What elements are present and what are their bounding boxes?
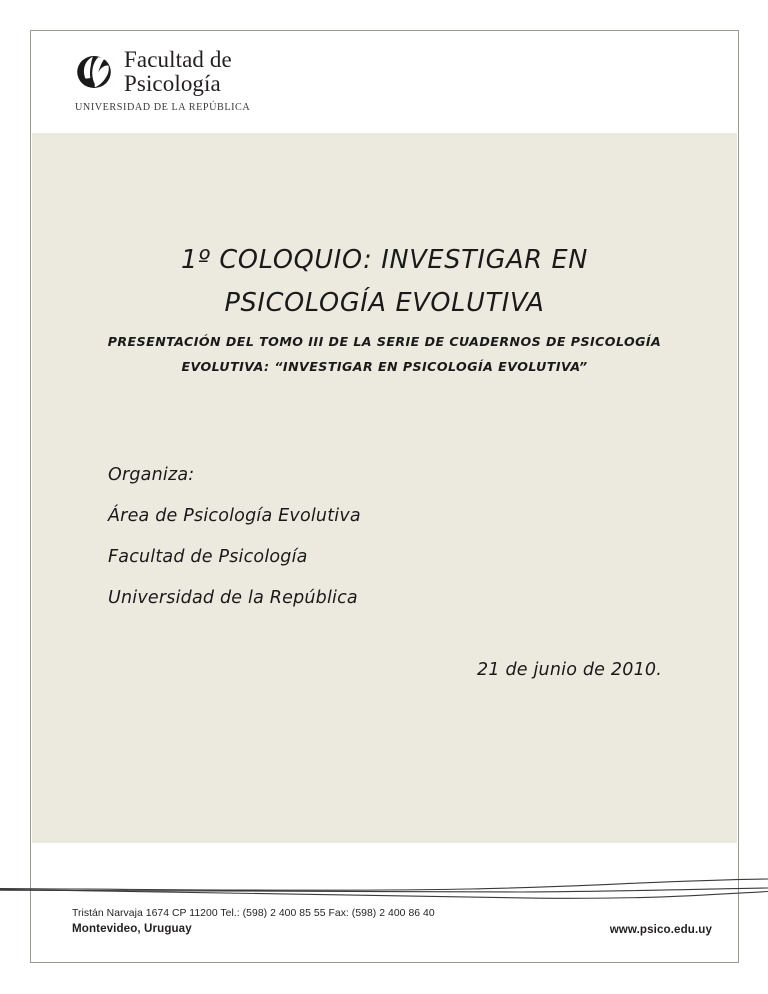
footer-city: Montevideo, Uruguay	[72, 922, 192, 935]
organizer-block	[108, 455, 578, 619]
content-panel	[32, 133, 737, 843]
organizer-line-2: Facultad de Psicología	[108, 547, 308, 567]
institution-line-1: Facultad de	[124, 47, 232, 72]
subtitle-line-1: PRESENTACIÓN DEL TOMO III DE LA SERIE DE CUADERNOS DE PSICOLOGÍA	[107, 334, 662, 349]
footer-contact	[72, 906, 435, 937]
event-date-text: 21 de junio de 2010.	[477, 660, 662, 680]
organizer-line-3: Universidad de la República	[108, 588, 358, 608]
logo-wordmark	[124, 48, 232, 95]
title-line-2: PSICOLOGÍA EVOLUTIVA	[224, 288, 545, 318]
subtitle-line-2: EVOLUTIVA: “INVESTIGAR EN PSICOLOGÍA EVOLUTIVA”	[181, 359, 588, 374]
event-date	[477, 660, 662, 680]
institution-logo-lockup	[74, 48, 250, 113]
footer-website-url[interactable]: www.psico.edu.uy	[609, 923, 712, 936]
page-footer	[72, 906, 712, 937]
logo-row	[74, 48, 232, 95]
event-subtitle	[94, 329, 675, 379]
organizer-label: Organiza:	[108, 465, 195, 485]
facultad-psicologia-psi-logo-icon	[74, 52, 114, 92]
event-title	[32, 239, 737, 325]
organizer-line-1: Área de Psicología Evolutiva	[108, 506, 361, 526]
institution-line-2: Psicología	[124, 71, 221, 96]
footer-address: Tristán Narvaja 1674 CP 11200 Tel.: (598) 2 400 85 55 Fax: (598) 2 400 86 40	[72, 908, 435, 919]
university-name: UNIVERSIDAD DE LA REPÚBLICA	[75, 102, 251, 113]
title-line-1: 1º COLOQUIO: INVESTIGAR EN	[180, 245, 589, 275]
